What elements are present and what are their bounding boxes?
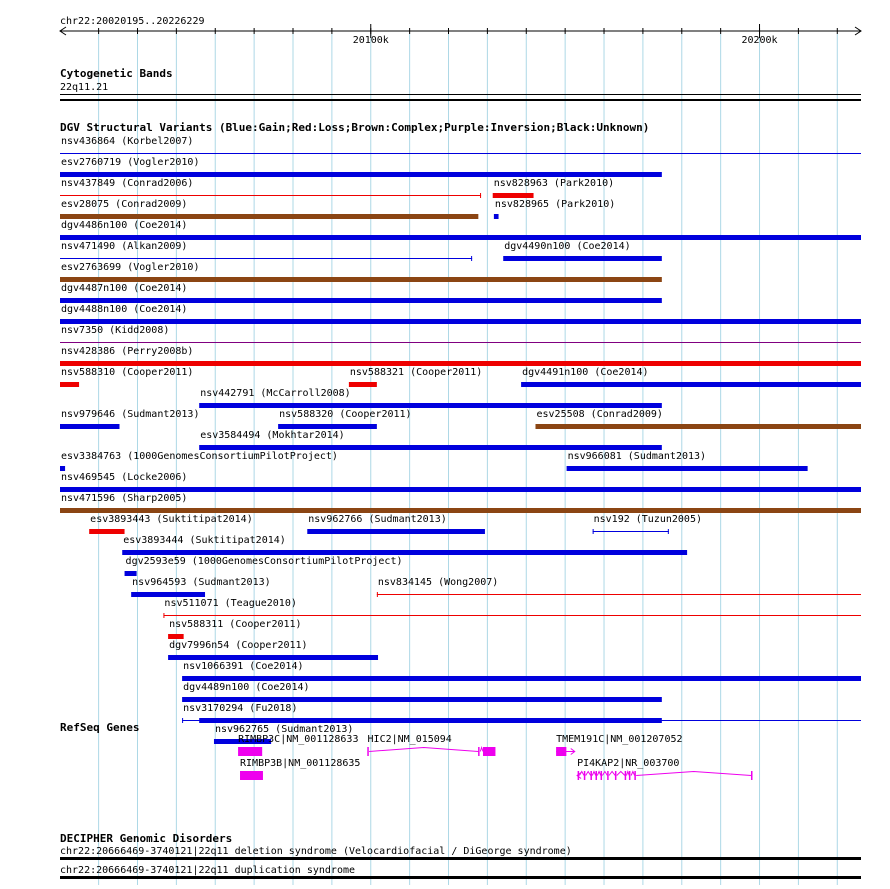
dgv-feature[interactable]: [60, 157, 662, 177]
refseq-track-title: RefSeq Genes: [60, 721, 140, 734]
decipher-track-title: DECIPHER Genomic Disorders: [60, 832, 233, 845]
dgv-feature[interactable]: [168, 640, 378, 660]
dgv-feature-label: nsv828963 (Park2010): [493, 178, 615, 189]
dgv-feature[interactable]: [60, 493, 861, 513]
refseq-gene[interactable]: [368, 734, 496, 756]
refseq-gene[interactable]: [577, 758, 752, 780]
dgv-feature[interactable]: [199, 430, 662, 450]
dgv-feature-label: dgv4491n100 (Coe2014): [522, 367, 649, 378]
dgv-feature-label: nsv428386 (Perry2008b): [61, 346, 194, 357]
dgv-feature[interactable]: [122, 535, 687, 555]
dgv-feature[interactable]: [493, 178, 614, 198]
dgv-feature[interactable]: [131, 577, 270, 597]
dgv-feature-bar[interactable]: [60, 214, 478, 219]
dgv-feature-label: nsv962766 (Sudmant2013): [308, 514, 447, 525]
dgv-feature-label: nsv1066391 (Coe2014): [183, 661, 304, 672]
dgv-track[interactable]: [60, 121, 861, 744]
refseq-gene[interactable]: [238, 734, 358, 756]
dgv-feature-bar[interactable]: [60, 235, 861, 240]
dgv-feature[interactable]: [60, 241, 472, 261]
dgv-feature-bar[interactable]: [60, 508, 861, 513]
dgv-feature-bar[interactable]: [521, 382, 861, 387]
dgv-feature-label: nsv966081 (Sudmant2013): [567, 451, 707, 462]
dgv-feature-label: esv3584494 (Mokhtar2014): [200, 430, 345, 441]
dgv-feature-bar[interactable]: [131, 592, 205, 597]
dgv-feature[interactable]: [125, 556, 403, 576]
dgv-feature[interactable]: [593, 514, 702, 534]
region-label: chr22:20020195..20226229: [60, 16, 205, 27]
dgv-feature-label: nsv436864 (Korbel2007): [61, 136, 194, 147]
decipher-feature-bar[interactable]: [60, 857, 861, 860]
dgv-feature-label: esv3384763 (1000GenomesConsortiumPilotProject): [61, 451, 338, 462]
dgv-feature[interactable]: [60, 199, 478, 219]
dgv-feature-bar[interactable]: [60, 277, 662, 282]
dgv-feature-bar[interactable]: [182, 676, 861, 681]
dgv-feature-bar[interactable]: [349, 382, 377, 387]
dgv-feature[interactable]: [60, 451, 338, 471]
dgv-feature-label: dgv4486n100 (Coe2014): [61, 220, 188, 231]
dgv-feature-label: nsv471596 (Sharp2005): [61, 493, 188, 504]
dgv-feature[interactable]: [168, 619, 301, 639]
dgv-feature-label: nsv511071 (Teague2010): [164, 598, 297, 609]
dgv-feature-bar[interactable]: [60, 319, 861, 324]
dgv-feature-label: nsv442791 (McCarroll2008): [200, 388, 351, 399]
dgv-feature-bar[interactable]: [182, 697, 662, 702]
refseq-track[interactable]: [60, 721, 752, 780]
dgv-feature[interactable]: [377, 577, 861, 597]
refseq-gene-block[interactable]: [240, 771, 263, 780]
dgv-feature[interactable]: [60, 409, 199, 429]
dgv-feature-bar[interactable]: [168, 634, 184, 639]
dgv-feature-bar[interactable]: [168, 655, 378, 660]
dgv-feature[interactable]: [60, 220, 861, 240]
dgv-feature[interactable]: [278, 409, 411, 429]
dgv-feature-bar[interactable]: [493, 193, 534, 198]
decipher-track[interactable]: [60, 832, 861, 879]
refseq-exon[interactable]: [483, 747, 495, 756]
cytoband-track-title: Cytogenetic Bands: [60, 67, 173, 80]
dgv-feature-thick-part[interactable]: [199, 718, 662, 723]
decipher-feature-bar[interactable]: [60, 876, 861, 879]
dgv-feature-bar[interactable]: [567, 466, 808, 471]
dgv-feature[interactable]: [199, 388, 662, 408]
refseq-gene-intron: [597, 772, 600, 776]
dgv-feature-bar[interactable]: [125, 571, 137, 576]
dgv-feature-bar[interactable]: [60, 424, 120, 429]
refseq-gene-label: PI4KAP2|NR_003700: [577, 758, 680, 769]
dgv-feature-label: nsv588310 (Cooper2011): [61, 367, 194, 378]
dgv-feature-label: nsv3170294 (Fu2018): [183, 703, 298, 714]
dgv-feature[interactable]: [163, 598, 861, 618]
dgv-feature-bar[interactable]: [60, 487, 861, 492]
dgv-feature[interactable]: [349, 367, 482, 387]
dgv-feature-bar[interactable]: [89, 529, 124, 534]
dgv-feature-bar[interactable]: [307, 529, 485, 534]
dgv-feature-bar[interactable]: [60, 361, 861, 366]
refseq-gene-label: RIMBP3C|NM_001128633: [238, 734, 359, 745]
refseq-gene-label: RIMBP3B|NM_001128635: [240, 758, 361, 769]
refseq-gene-intron: [480, 748, 483, 752]
dgv-feature[interactable]: [60, 178, 481, 198]
refseq-gene-intron: [636, 772, 751, 776]
dgv-feature-bar[interactable]: [199, 445, 662, 450]
ruler[interactable]: [60, 16, 861, 46]
dgv-feature-label: dgv4489n100 (Coe2014): [183, 682, 310, 693]
dgv-feature[interactable]: [60, 367, 193, 387]
dgv-feature[interactable]: [567, 451, 808, 471]
dgv-feature-bar[interactable]: [60, 298, 662, 303]
dgv-feature-bar[interactable]: [60, 382, 79, 387]
dgv-feature-bar[interactable]: [122, 550, 687, 555]
refseq-gene-intron: [592, 772, 595, 776]
dgv-feature-bar[interactable]: [535, 424, 861, 429]
dgv-feature-label: nsv588320 (Cooper2011): [279, 409, 412, 420]
dgv-feature[interactable]: [535, 409, 861, 429]
refseq-gene-intron: [631, 772, 634, 776]
dgv-feature-label: nsv588311 (Cooper2011): [169, 619, 302, 630]
dgv-feature-label: nsv469545 (Locke2006): [61, 472, 188, 483]
dgv-feature-bar[interactable]: [60, 466, 65, 471]
dgv-feature[interactable]: [60, 304, 861, 324]
dgv-feature[interactable]: [60, 136, 861, 154]
dgv-feature-label: dgv7996n54 (Cooper2011): [169, 640, 308, 651]
refseq-gene[interactable]: [240, 758, 360, 780]
refseq-gene-label: HIC2|NM_015094: [367, 734, 452, 745]
decipher-feature-label: chr22:20666469-3740121|22q11 duplication syndrome: [60, 865, 356, 876]
dgv-feature[interactable]: [503, 241, 662, 261]
dgv-feature-label: esv25508 (Conrad2009): [536, 409, 663, 420]
dgv-feature-label: nsv437849 (Conrad2006): [61, 178, 194, 189]
refseq-gene-intron: [586, 772, 591, 776]
dgv-feature[interactable]: [60, 346, 861, 366]
decipher-feature-label: chr22:20666469-3740121|22q11 deletion syndrome (Velocardiofacial / DiGeorge syndrome): [60, 846, 572, 857]
dgv-feature-label: nsv828965 (Park2010): [494, 199, 616, 210]
dgv-feature[interactable]: [182, 682, 662, 702]
dgv-feature-label: dgv4490n100 (Coe2014): [504, 241, 631, 252]
dgv-feature-label: esv28075 (Conrad2009): [61, 199, 188, 210]
dgv-feature-bar[interactable]: [503, 256, 662, 261]
dgv-feature-label: nsv192 (Tuzun2005): [593, 514, 703, 525]
dgv-feature[interactable]: [521, 367, 861, 387]
dgv-feature-label: dgv2593e59 (1000GenomesConsortiumPilotProject): [125, 556, 403, 567]
major-tick-label: 20100k: [352, 35, 389, 46]
cytoband-track[interactable]: [60, 67, 861, 100]
dgv-feature-label: nsv471490 (Alkan2009): [61, 241, 188, 252]
dgv-feature[interactable]: [89, 514, 253, 534]
dgv-feature[interactable]: [60, 262, 662, 282]
dgv-feature-bar[interactable]: [494, 214, 499, 219]
dgv-feature-label: nsv979646 (Sudmant2013): [61, 409, 200, 420]
dgv-feature-label: esv3893444 (Suktitipat2014): [123, 535, 286, 546]
dgv-feature[interactable]: [60, 325, 861, 343]
refseq-gene-label: TMEM191C|NM_001207052: [556, 734, 683, 745]
dgv-track-title: DGV Structural Variants (Blue:Gain;Red:Loss;Brown:Complex;Purple:Inversion;Black:Unknown): [60, 121, 650, 134]
dgv-feature-label: esv2763699 (Vogler2010): [61, 262, 200, 273]
cytoband-label: 22q11.21: [60, 82, 109, 93]
dgv-feature[interactable]: [307, 514, 485, 534]
refseq-gene-intron: [626, 772, 629, 776]
dgv-feature-bar[interactable]: [278, 424, 377, 429]
refseq-gene-intron: [369, 748, 478, 752]
dgv-feature[interactable]: [494, 199, 615, 219]
dgv-feature-label: dgv4487n100 (Coe2014): [61, 283, 188, 294]
dgv-feature-label: nsv962765 (Sudmant2013): [214, 724, 354, 735]
dgv-feature[interactable]: [60, 283, 662, 303]
dgv-feature[interactable]: [60, 472, 861, 492]
dgv-feature-bar[interactable]: [60, 172, 662, 177]
dgv-feature-label: esv3893443 (Suktitipat2014): [90, 514, 253, 525]
dgv-feature-label: nsv588321 (Cooper2011): [349, 367, 483, 378]
dgv-feature-label: esv2760719 (Vogler2010): [61, 157, 200, 168]
refseq-gene-intron: [609, 772, 615, 776]
refseq-gene-intron: [617, 772, 625, 776]
dgv-feature-bar[interactable]: [199, 403, 662, 408]
major-tick-label: 20200k: [741, 35, 778, 46]
refseq-gene-block[interactable]: [238, 747, 262, 756]
refseq-gene-intron: [602, 772, 607, 776]
dgv-feature-label: dgv4488n100 (Coe2014): [61, 304, 188, 315]
dgv-feature-label: nsv834145 (Wong2007): [377, 577, 499, 588]
dgv-feature-label: nsv7350 (Kidd2008): [61, 325, 170, 336]
dgv-feature-label: nsv964593 (Sudmant2013): [132, 577, 271, 588]
refseq-gene[interactable]: [556, 734, 682, 756]
